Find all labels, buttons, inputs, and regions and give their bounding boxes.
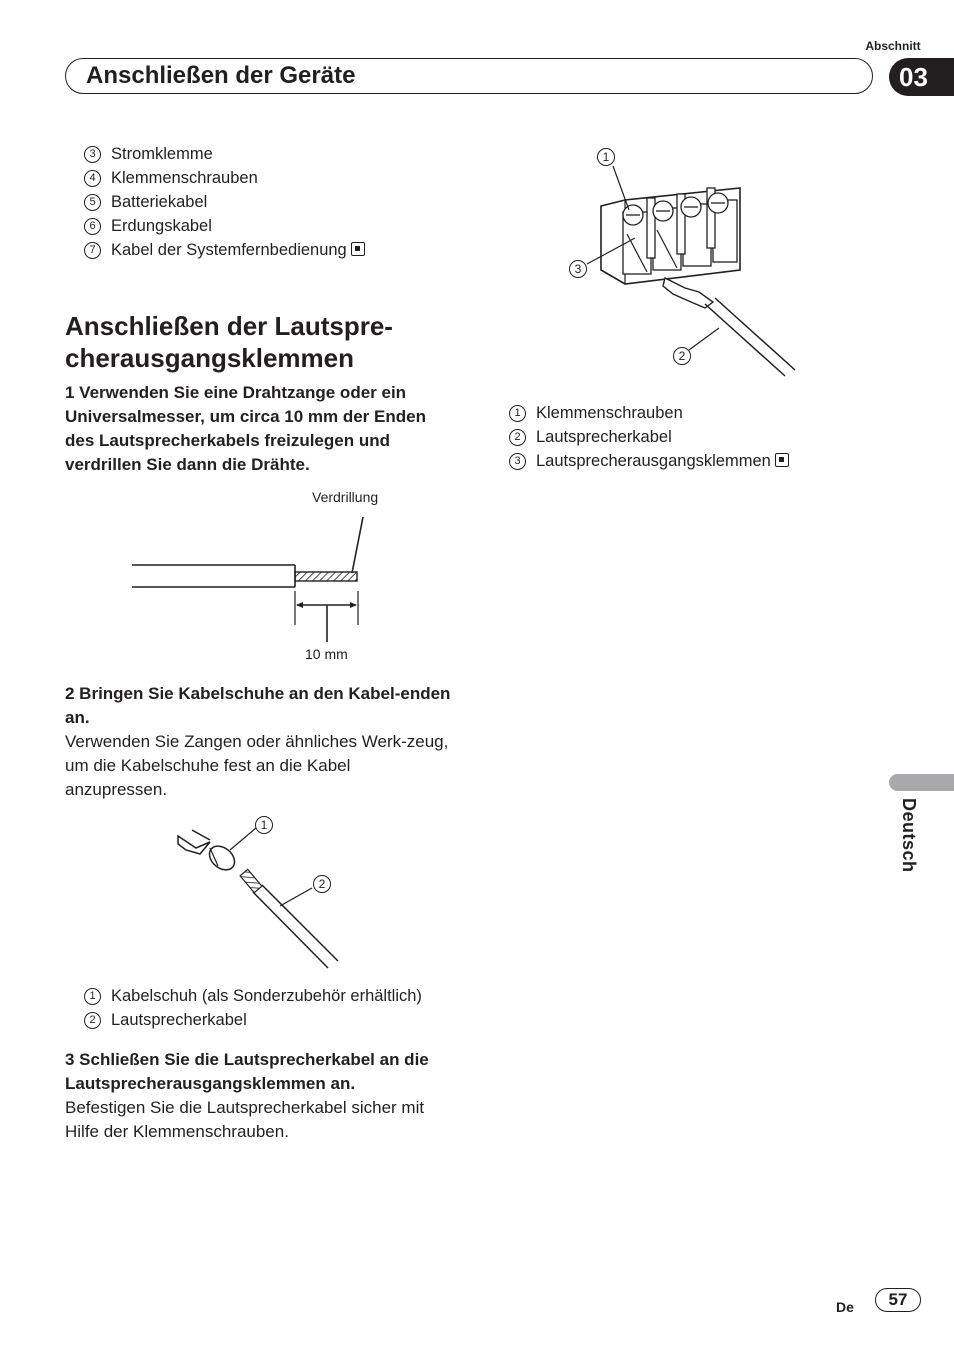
top-list — [84, 142, 365, 262]
list-item — [84, 984, 422, 1008]
chapter-badge: 03 — [889, 58, 954, 96]
end-mark-icon — [351, 242, 365, 256]
callout-2: 2 — [318, 877, 326, 891]
terminal-drawing — [178, 828, 338, 968]
crimp-terminal-figure — [170, 808, 350, 978]
language-tab — [889, 774, 954, 791]
twist-label: Verdrillung — [312, 489, 379, 505]
item-text: Kabel der Systemfernbedienung — [111, 241, 347, 259]
section-heading-line2: cherausgangsklemmen — [65, 343, 355, 373]
section-heading-line1: Anschließen der Lautspre- — [65, 311, 393, 341]
footer-language-code: De — [836, 1299, 854, 1315]
page-title: Anschließen der Geräte — [86, 62, 356, 89]
item-number: 7 — [84, 242, 101, 259]
list-item — [84, 166, 365, 190]
item-text: Lautsprecherkabel — [111, 1011, 247, 1029]
terminal-block-figure — [565, 142, 805, 392]
step2-heading: 2 Bringen Sie Kabelschuhe an den Kabel-enden an. — [65, 684, 451, 727]
callout-2: 2 — [678, 349, 686, 363]
list-item — [84, 142, 365, 166]
item-text: Batteriekabel — [111, 193, 208, 211]
item-number: 5 — [84, 194, 101, 211]
item-text: Klemmenschrauben — [111, 169, 258, 187]
language-label: Deutsch — [899, 798, 919, 873]
list-item — [84, 238, 365, 262]
item-number: 1 — [509, 405, 526, 422]
figure3-list — [509, 401, 789, 473]
step3-heading: 3 Schließen Sie die Lautsprecherkabel an die Lautsprecherausgangsklemmen an. — [65, 1050, 429, 1093]
item-number: 2 — [84, 1012, 101, 1029]
list-item — [84, 190, 365, 214]
item-text: Erdungskabel — [111, 217, 212, 235]
step3-body: Befestigen Sie die Lautsprecherkabel sicher mit Hilfe der Klemmenschrauben. — [65, 1098, 425, 1141]
callout-1: 1 — [260, 818, 268, 832]
callout-1: 1 — [602, 150, 610, 164]
item-number: 2 — [509, 429, 526, 446]
section-heading — [65, 310, 455, 374]
wire-drawing — [132, 517, 363, 642]
length-label: 10 mm — [305, 646, 348, 662]
stripped-wire-figure — [125, 485, 405, 670]
item-number: 1 — [84, 988, 101, 1005]
list-item — [509, 425, 789, 449]
list-item — [84, 1008, 422, 1032]
item-number: 3 — [509, 453, 526, 470]
item-text: Lautsprecherausgangsklemmen — [536, 452, 771, 470]
figure2-list — [84, 984, 422, 1032]
item-text: Kabelschuh (als Sonderzubehör erhältlich) — [111, 987, 422, 1005]
callout-3: 3 — [574, 262, 582, 276]
item-text: Lautsprecherkabel — [536, 428, 672, 446]
item-number: 4 — [84, 170, 101, 187]
item-text: Stromklemme — [111, 145, 213, 163]
item-number: 6 — [84, 218, 101, 235]
list-item — [509, 401, 789, 425]
list-item — [509, 449, 789, 473]
terminal-block-drawing — [587, 166, 795, 376]
list-item — [84, 214, 365, 238]
page-number: 57 — [875, 1288, 921, 1312]
item-number: 3 — [84, 146, 101, 163]
end-mark-icon — [775, 453, 789, 467]
step1-heading: 1 Verwenden Sie eine Drahtzange oder ein Universalmesser, um circa 10 mm der Enden des Lautsprecherkabels freizulegen und verdrillen Sie dann die Drähte. — [65, 383, 426, 474]
step2-body: Verwenden Sie Zangen oder ähnliches Werk-zeug, um die Kabelschuhe fest an die Kabel anzupressen. — [65, 732, 449, 799]
item-text: Klemmenschrauben — [536, 404, 683, 422]
section-label: Abschnitt — [865, 39, 921, 53]
